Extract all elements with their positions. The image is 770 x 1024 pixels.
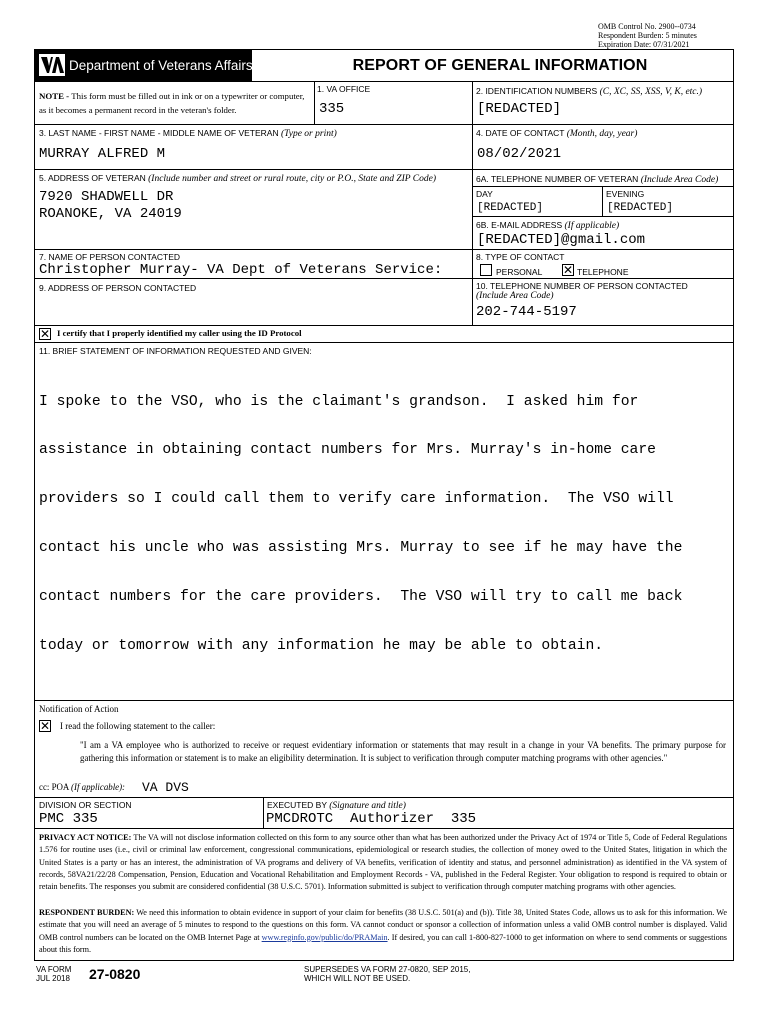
telephone-label: TELEPHONE bbox=[577, 267, 629, 277]
va-header-bar bbox=[35, 50, 252, 81]
rule bbox=[35, 325, 733, 326]
note-bold: NOTE - bbox=[39, 91, 72, 101]
burden-bold: RESPONDENT BURDEN: bbox=[39, 908, 135, 917]
statement-line: providers so I could call them to verify care information. The VSO will bbox=[39, 491, 674, 508]
rule bbox=[35, 249, 733, 250]
executed-label: EXECUTED BY (Signature and title) bbox=[267, 800, 406, 811]
veteran-phone-label: 6A. TELEPHONE NUMBER OF VETERAN (Include Area Code) bbox=[476, 174, 719, 185]
note-body: This form must be filled out in ink or on a typewriter or computer, as it becomes a permanent record in the veteran's folder. bbox=[39, 91, 305, 115]
contact-type-label: 8. TYPE OF CONTACT bbox=[476, 252, 565, 262]
veteran-name-label: 3. LAST NAME - FIRST NAME - MIDDLE NAME OF VETERAN (Type or print) bbox=[39, 128, 337, 139]
day-phone-label: DAY bbox=[476, 189, 493, 199]
supersedes-line2: WHICH WILL NOT BE USED. bbox=[304, 974, 411, 983]
rule bbox=[472, 81, 473, 325]
va-office-field[interactable]: 335 bbox=[319, 101, 345, 117]
rule bbox=[35, 828, 733, 829]
statement-line: contact numbers for the care providers. The VSO will try to call me back bbox=[39, 589, 683, 606]
footer-va-form-label: VA FORM bbox=[36, 965, 72, 974]
rule bbox=[35, 278, 733, 279]
footer-date: JUL 2018 bbox=[36, 974, 70, 983]
person-contacted-label: 7. NAME OF PERSON CONTACTED bbox=[39, 252, 181, 262]
veteran-name-field[interactable]: MURRAY ALFRED M bbox=[39, 146, 166, 162]
contact-address-field[interactable] bbox=[39, 294, 469, 322]
omb-expiration: Expiration Date: 07/31/2021 bbox=[598, 40, 690, 49]
rule bbox=[35, 700, 733, 701]
pra-link[interactable]: www.reginfo.gov/public/do/PRAMain bbox=[261, 932, 388, 942]
veteran-address-label: 5. ADDRESS OF VETERAN (Include number and street or rural route, city or P.O., State and ZIP Code) bbox=[39, 173, 436, 184]
va-logo-icon bbox=[39, 54, 65, 76]
evening-phone-field[interactable]: [REDACTED] bbox=[607, 202, 674, 214]
statement-label: 11. BRIEF STATEMENT OF INFORMATION REQUESTED AND GIVEN: bbox=[39, 346, 312, 356]
statement-line: today or tomorrow with any information he may be able to obtain. bbox=[39, 638, 604, 655]
privacy-bold: PRIVACY ACT NOTICE: bbox=[39, 833, 132, 842]
burden-text-after: . If desired, you can call 1-800-827-1000 to get information on where to send comments or suggestions about this form. bbox=[39, 932, 727, 954]
statement-line: contact his uncle who was assisting Mrs. Murray to see if he may have the bbox=[39, 540, 683, 557]
statement-text[interactable] bbox=[39, 361, 682, 671]
veteran-address-line2: ROANOKE, VA 24019 bbox=[39, 206, 182, 222]
contact-phone-label: 10. TELEPHONE NUMBER OF PERSON CONTACTED (Include Area Code) bbox=[476, 281, 688, 301]
omb-control: OMB Control No. 2900--0734 bbox=[598, 22, 696, 31]
footer-supersedes bbox=[304, 965, 470, 983]
certify-checkbox[interactable]: ✕ bbox=[40, 327, 51, 341]
statement-line: I spoke to the VSO, who is the claimant's grandson. I asked him for bbox=[39, 393, 639, 410]
form-number: 27-0820 bbox=[89, 966, 141, 982]
notification-quote: "I am a VA employee who is authorized to receive or request evidentiary information or statements that may result in a change in your VA benefits. The primary purpose for gathering this information or statement is to make an eligibility determination. It is subject to verification through computer matching programs with other agencies." bbox=[80, 740, 726, 763]
read-statement-checkbox[interactable]: ✕ bbox=[40, 719, 51, 733]
date-contact-label: 4. DATE OF CONTACT (Month, day, year) bbox=[476, 128, 638, 139]
rule bbox=[602, 186, 603, 216]
rule bbox=[314, 81, 315, 124]
division-label: DIVISION OR SECTION bbox=[39, 800, 132, 810]
email-field[interactable]: [REDACTED]@gmail.com bbox=[477, 232, 646, 248]
veteran-address-field[interactable] bbox=[39, 189, 182, 223]
note-text bbox=[39, 89, 311, 117]
cc-poa-field[interactable]: VA DVS bbox=[142, 780, 189, 795]
read-statement-text: I read the following statement to the caller: bbox=[60, 721, 216, 731]
privacy-text: The VA will not disclose information collected on this form to any source other than what has been authorized under the Privacy Act of 1974 or Title 5, Code of Federal Regulations 1.576 for routine uses (i.e., civil or criminal law enforcement, congressional communications, epidemiological or research studies, the collection of money owed to the United States, litigation in which the United States is a party or has an interest, the administration of VA programs and delivery of VA benefits, verification of identity and status, and personnel administration) as identified in the VA system of records, 58VA21/22/28 Compensation, Pension, Education and Vocational Rehabilitation and Employment Records - VA, published in the Federal Register. Your obligation to respond is required to obtain or retain benefits. The responses you submit are considered confidential (38 U.S.C. 5701). Information submitted is subject to verification through computer matching programs with other agencies. bbox=[39, 833, 728, 892]
person-contacted-field[interactable]: Christopher Murray- VA Dept of Veterans Service: bbox=[39, 262, 443, 278]
contact-phone-field[interactable]: 202-744-5197 bbox=[476, 304, 577, 320]
statement-line: assistance in obtaining contact numbers for Mrs. Murray's in-home care bbox=[39, 442, 656, 459]
footer-va-form bbox=[36, 965, 71, 983]
rule bbox=[472, 216, 733, 217]
notification-title: Notification of Action bbox=[39, 704, 119, 714]
executed-field[interactable]: PMCDROTC Authorizer 335 bbox=[266, 811, 477, 827]
agency-name: Department of Veterans Affairs bbox=[69, 58, 253, 73]
evening-phone-label: EVENING bbox=[606, 189, 645, 199]
rule bbox=[35, 342, 733, 343]
omb-burden: Respondent Burden: 5 minutes bbox=[598, 31, 697, 40]
contact-address-label: 9. ADDRESS OF PERSON CONTACTED bbox=[39, 283, 197, 293]
va-office-label: 1. VA OFFICE bbox=[317, 84, 371, 94]
privacy-notice bbox=[39, 832, 727, 893]
certify-text: I certify that I properly identified my caller using the ID Protocol bbox=[57, 328, 302, 338]
telephone-checkbox[interactable]: ✕ bbox=[563, 263, 574, 277]
cc-poa-label: cc: POA bbox=[39, 782, 69, 792]
supersedes-line1: SUPERSEDES VA FORM 27-0820, SEP 2015, bbox=[304, 965, 471, 974]
burden-text: We need this information to obtain evidence in support of your claim for benefits (38 U.S.C. 501(a) and (b)). Title 38, United States Code, allows us to ask for this information. We estimate that you will need an average of 5 minutes to respond to the questions on this form. VA cannot conduct or sponsor a collection of information unless a valid OMB control number is displayed. Valid OMB control numbers can be located on the OMB Internet Page at bbox=[39, 908, 727, 942]
personal-label: PERSONAL bbox=[496, 267, 543, 277]
veteran-address-line1: 7920 SHADWELL DR bbox=[39, 189, 174, 205]
rule bbox=[263, 797, 264, 828]
rule bbox=[35, 169, 733, 170]
rule bbox=[35, 81, 733, 82]
personal-checkbox[interactable] bbox=[480, 264, 492, 276]
rule bbox=[35, 797, 733, 798]
cc-poa bbox=[39, 782, 125, 792]
form-title: REPORT OF GENERAL INFORMATION bbox=[352, 57, 648, 74]
omb-block bbox=[598, 22, 697, 49]
email-label: 6B. E-MAIL ADDRESS (If applicable) bbox=[476, 220, 620, 231]
division-field[interactable]: PMC 335 bbox=[39, 811, 98, 827]
respondent-burden bbox=[39, 907, 727, 956]
cc-poa-label-italic: (If applicable): bbox=[71, 782, 126, 792]
date-contact-field[interactable]: 08/02/2021 bbox=[477, 146, 562, 162]
day-phone-field[interactable]: [REDACTED] bbox=[477, 202, 544, 214]
id-numbers-field[interactable]: [REDACTED] bbox=[477, 101, 562, 117]
rule bbox=[35, 124, 733, 125]
id-numbers-label: 2. IDENTIFICATION NUMBERS (C, XC, SS, XSS, V, K, etc.) bbox=[476, 86, 703, 97]
